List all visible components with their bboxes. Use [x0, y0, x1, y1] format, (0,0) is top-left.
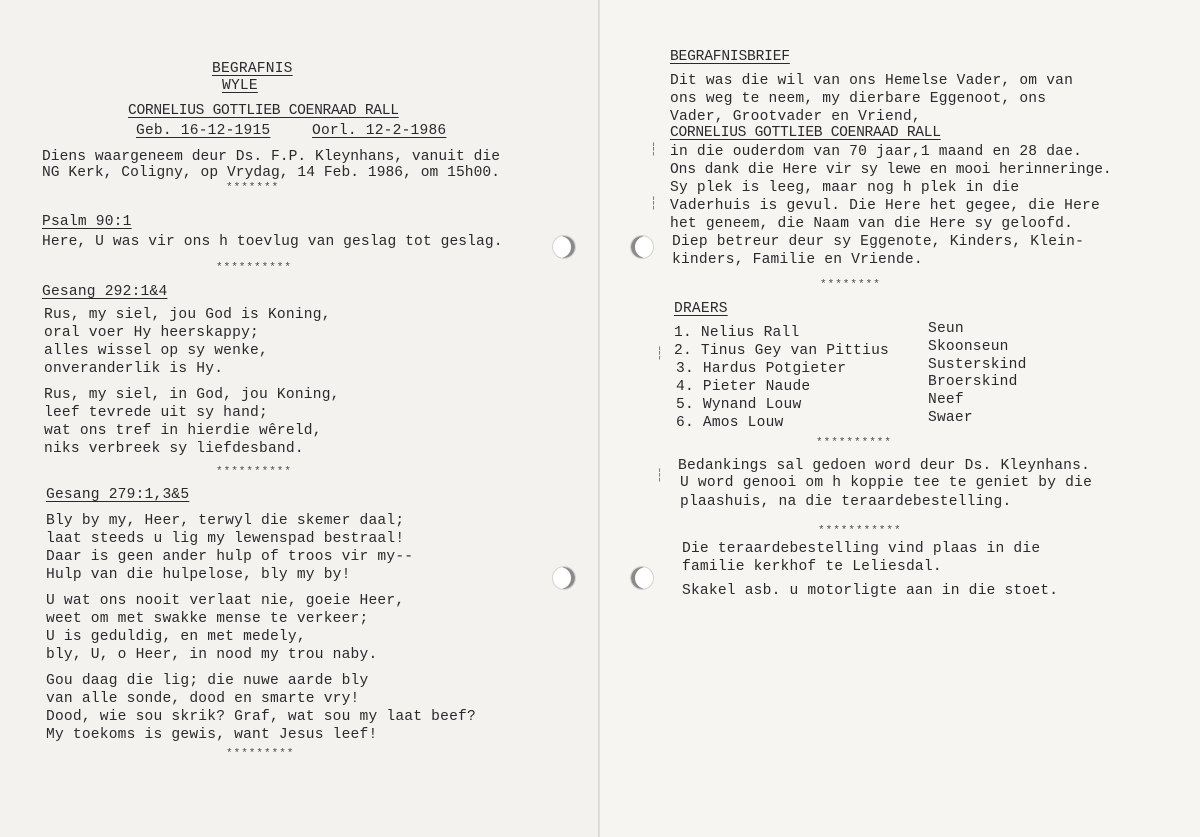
verse-line: Rus, my siel, in God, jou Koning,	[44, 387, 340, 403]
verse-line: Dood, wie sou skrik? Graf, wat sou my laat beef?	[46, 709, 476, 725]
header-title: BEGRAFNIS	[212, 61, 293, 77]
thanks-line: Bedankings sal gedoen word deur Ds. Kleynhans.	[678, 458, 1091, 474]
verse-line: Hulp van die hulpelose, bly my by!	[46, 567, 351, 583]
punch-hole	[630, 235, 654, 259]
gesang-279-heading: Gesang 279:1,3&5	[46, 487, 190, 503]
letter-line: ons weg te neem, my dierbare Eggenoot, ons	[670, 91, 1047, 107]
separator: **********	[216, 262, 293, 274]
invite-line: plaashuis, na die teraardebestelling.	[680, 494, 1012, 510]
verse-line: wat ons tref in hierdie wêreld,	[44, 423, 322, 439]
verse-line: U wat ons nooit verlaat nie, goeie Heer,	[46, 593, 405, 609]
letter-line: in die ouderdom van 70 jaar,1 maand en 28 dae.	[670, 144, 1083, 160]
bearer-relation: Susterskind	[928, 357, 1027, 373]
bearer-name: 2. Tinus Gey van Pittius	[674, 343, 889, 359]
service-line: NG Kerk, Coligny, op Vrydag, 14 Feb. 1986, om 15h00.	[42, 165, 500, 181]
bearer-name: 6. Amos Louw	[676, 415, 784, 431]
letter-line: Vader, Grootvader en Vriend,	[670, 109, 921, 125]
burial-line: Die teraardebestelling vind plaas in die	[682, 541, 1041, 557]
separator: ********	[820, 279, 881, 291]
verse-line: onveranderlik is Hy.	[44, 361, 224, 377]
separator: *******	[226, 182, 280, 194]
right-page	[600, 0, 1200, 837]
letter-line: Vaderhuis is gevul. Die Here het gegee, die Here	[670, 198, 1100, 214]
verse-line: Rus, my siel, jou God is Koning,	[44, 307, 331, 323]
verse-line: My toekoms is gewis, want Jesus leef!	[46, 727, 378, 743]
invite-line: U word genooi om h koppie tee te geniet by die	[680, 475, 1093, 491]
separator: **********	[816, 437, 893, 449]
bearers-heading: DRAERS	[674, 301, 728, 317]
birth-date: Geb. 16-12-1915	[136, 123, 271, 139]
bearer-relation: Neef	[928, 392, 964, 408]
bearer-name: 3. Hardus Potgieter	[676, 361, 847, 377]
gesang-292-heading: Gesang 292:1&4	[42, 284, 168, 300]
verse-line: leef tevrede uit sy hand;	[44, 405, 268, 421]
letter-line: Sy plek is leeg, maar nog h plek in die	[670, 180, 1020, 196]
letter-line: CORNELIUS GOTTLIEB COENRAAD RALL	[670, 125, 941, 141]
bearer-relation: Broerskind	[928, 374, 1018, 390]
paper-mark: ┆	[656, 347, 664, 361]
paper-mark: ┆	[650, 143, 658, 157]
letter-heading: BEGRAFNISBRIEF	[670, 49, 790, 65]
bearer-relation: Skoonseun	[928, 339, 1009, 355]
death-date: Oorl. 12-2-1986	[312, 123, 447, 139]
verse-line: alles wissel op sy wenke,	[44, 343, 268, 359]
verse-line: oral voer Hy heerskappy;	[44, 325, 259, 341]
verse-line: laat steeds u lig my lewenspad bestraal!	[46, 531, 405, 547]
punch-hole	[552, 235, 576, 259]
separator: **********	[216, 466, 293, 478]
burial-line: familie kerkhof te Leliesdal.	[682, 559, 942, 575]
psalm-text: Here, U was vir ons h toevlug van geslag tot geslag.	[42, 234, 503, 250]
punch-hole	[630, 566, 654, 590]
letter-line: Diep betreur deur sy Eggenote, Kinders, Klein-	[672, 234, 1085, 250]
separator: ***********	[818, 525, 902, 537]
bearer-name: 4. Pieter Naude	[676, 379, 811, 395]
letter-line: Ons dank die Here vir sy lewe en mooi herinneringe.	[670, 162, 1112, 178]
service-line: Diens waargeneem deur Ds. F.P. Kleynhans, vanuit die	[42, 149, 500, 165]
verse-line: bly, U, o Heer, in nood my trou naby.	[46, 647, 378, 663]
punch-hole	[552, 566, 576, 590]
bearer-relation: Swaer	[928, 410, 973, 426]
bearer-name: 5. Wynand Louw	[676, 397, 802, 413]
paper-mark: ┆	[650, 197, 658, 211]
letter-line: het geneem, die Naam van die Here sy geloofd.	[670, 216, 1074, 232]
verse-line: van alle sonde, dood en smarte vry!	[46, 691, 360, 707]
paper-mark: ┆	[656, 469, 664, 483]
bearer-name: 1. Nelius Rall	[674, 325, 800, 341]
psalm-heading: Psalm 90:1	[42, 214, 132, 230]
lights-line: Skakel asb. u motorligte aan in die stoet.	[682, 583, 1059, 599]
letter-line: Dit was die wil van ons Hemelse Vader, om van	[670, 73, 1074, 89]
separator: *********	[226, 748, 295, 760]
bearer-relation: Seun	[928, 321, 964, 337]
verse-line: Gou daag die lig; die nuwe aarde bly	[46, 673, 369, 689]
verse-line: U is geduldig, en met medely,	[46, 629, 306, 645]
verse-line: niks verbreek sy liefdesband.	[44, 441, 304, 457]
header-subtitle: WYLE	[222, 78, 258, 94]
letter-line: kinders, Familie en Vriende.	[672, 252, 923, 268]
deceased-name: CORNELIUS GOTTLIEB COENRAAD RALL	[128, 103, 399, 119]
verse-line: Daar is geen ander hulp of troos vir my--	[46, 549, 414, 565]
verse-line: Bly by my, Heer, terwyl die skemer daal;	[46, 513, 405, 529]
verse-line: weet om met swakke mense te verkeer;	[46, 611, 369, 627]
